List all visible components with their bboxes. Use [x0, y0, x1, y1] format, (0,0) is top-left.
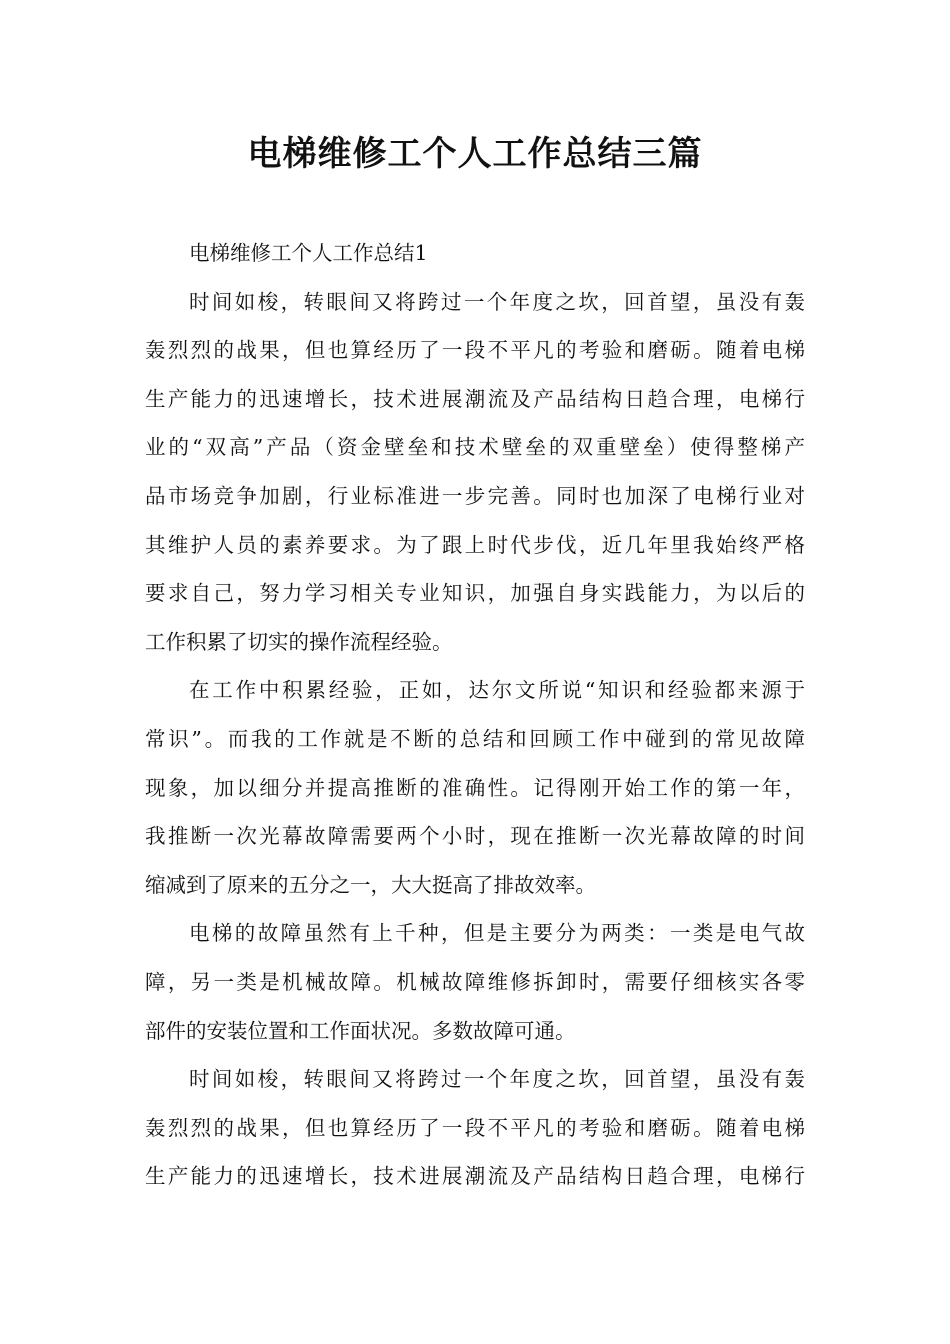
body-text-line: 生产能力的迅速增长，技术进展潮流及产品结构日趋合理，电梯行 — [145, 1164, 805, 1189]
body-text-line: 障，另一类是机械故障。机械故障维修拆卸时，需要仔细核实各零 — [145, 969, 805, 994]
body-text-line: 缩减到了原来的五分之一，大大挺高了排故效率。 — [145, 872, 596, 897]
body-text-line: 电梯的故障虽然有上千种，但是主要分为两类：一类是电气故 — [189, 921, 805, 946]
body-text-line: 时间如梭，转眼间又将跨过一个年度之坎，回首望，虽没有轰 — [189, 289, 805, 314]
body-text-line: 业的“双高”产品（资金壁垒和技术壁垒的双重壁垒）使得整梯产 — [145, 435, 805, 460]
document-body — [145, 229, 805, 1201]
body-text-line: 在工作中积累经验，正如，达尔文所说“知识和经验都来源于 — [189, 678, 805, 703]
body-text-line: 生产能力的迅速增长，技术进展潮流及产品结构日趋合理，电梯行 — [145, 386, 805, 411]
body-text-line: 电梯维修工个人工作总结1 — [189, 241, 428, 265]
body-text-line: 常识”。而我的工作就是不断的总结和回顾工作中碰到的常见故障 — [145, 726, 805, 751]
body-text-line: 工作积累了切实的操作流程经验。 — [145, 629, 453, 654]
body-text-line: 现象，加以细分并提高推断的准确性。记得刚开始工作的第一年， — [145, 775, 805, 800]
body-text-line: 轰烈烈的战果，但也算经历了一段不平凡的考验和磨砺。随着电梯 — [145, 1115, 805, 1140]
body-text-line: 我推断一次光幕故障需要两个小时，现在推断一次光幕故障的时间 — [145, 824, 805, 849]
body-text-line: 要求自己，努力学习相关专业知识，加强自身实践能力，为以后的 — [145, 581, 805, 606]
body-text-line: 其维护人员的素养要求。为了跟上时代步伐，近几年里我始终严格 — [145, 532, 805, 557]
body-text-line: 品市场竞争加剧，行业标准进一步完善。同时也加深了电梯行业对 — [145, 483, 805, 508]
document-title: 电梯维修工个人工作总结三篇 — [247, 134, 703, 174]
body-text-line: 时间如梭，转眼间又将跨过一个年度之坎，回首望，虽没有轰 — [189, 1067, 805, 1092]
body-text-line: 轰烈烈的战果，但也算经历了一段不平凡的考验和磨砺。随着电梯 — [145, 338, 805, 363]
body-text-line: 部件的安装位置和工作面状况。多数故障可通。 — [145, 1018, 576, 1043]
